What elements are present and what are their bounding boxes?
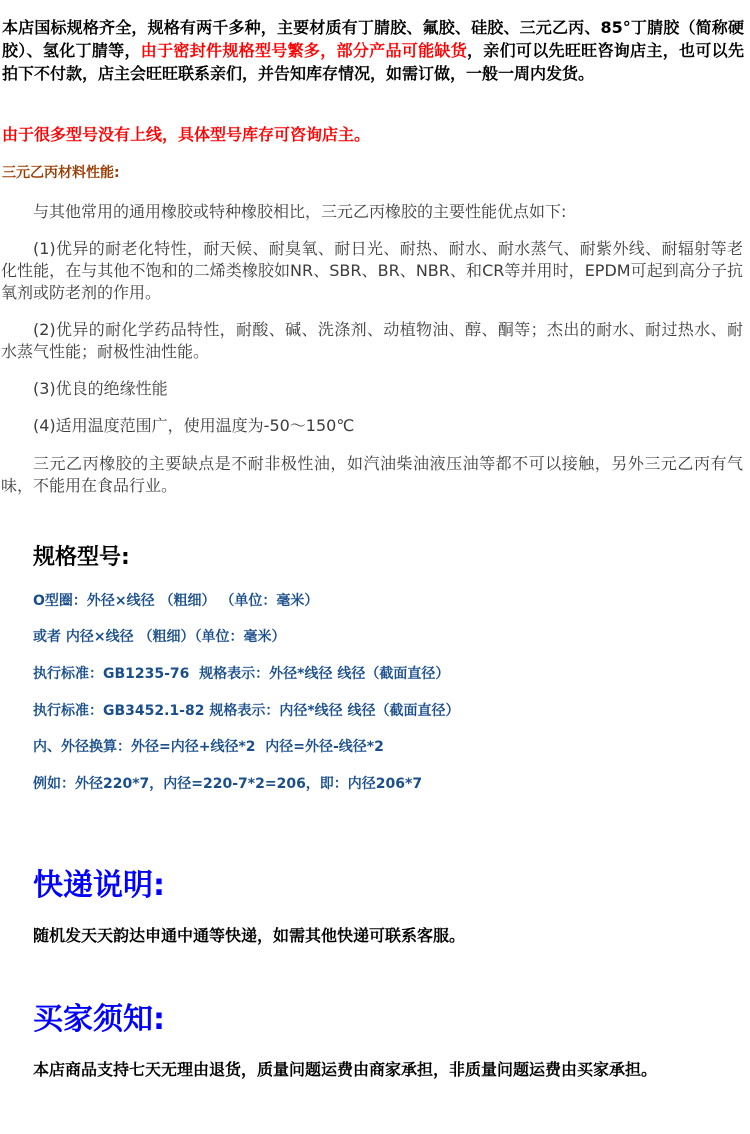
spec-line: 执行标准：GB3452.1-82 规格表示：内径*线径 线径（截面直径） [33,703,460,719]
spec-line: O型圈：外径×线径 （粗细） （单位：毫米） [33,593,319,609]
intro-text-1: 本店国标规格齐全，规格有两千多种，主要材质有丁腈胶、氟胶、硅胶、三元乙丙、85°丁腈胶（简称硬胶）、氢化丁腈等， [2,18,744,60]
material-intro: 与其他常用的通用橡胶或特种橡胶相比，三元乙丙橡胶的主要性能优点如下: [33,202,567,221]
material-point-2: (2)优异的耐化学药品特性，耐酸、碱、洗涤剂、动植物油、醇、酮等；杰出的耐水、耐过热水、耐水蒸气性能；耐极性油性能。 [1,320,743,361]
material-point-3: (3)优良的绝缘性能 [33,379,168,398]
material-point-1: (1)优异的耐老化特性，耐天候、耐臭氧、耐日光、耐热、耐水、耐水蒸气、耐紫外线、耐辐射等老化性能，在与其他不饱和的二烯类橡胶如NR、SBR、BR、NBR、和CR等并用时，EPDM可起到高分子抗氧剂或防老剂的作用。 [1,239,743,302]
material-drawbacks: 三元乙丙橡胶的主要缺点是不耐非极性油，如汽油柴油液压油等都不可以接触，另外三元乙丙有气味，不能用在食品行业。 [1,454,743,495]
shipping-text: 随机发天天韵达申通中通等快递，如需其他快递可联系客服。 [33,926,466,945]
buyer-notice-title: 买家须知: [33,1002,165,1037]
shipping-title: 快递说明: [33,868,165,903]
spec-line: 或者 内径×线径 （粗细）（单位：毫米） [33,629,286,645]
intro-text-2: ，亲们可以先旺旺咨询店主，也可以先拍下不付款，店主会旺旺联系亲们，并告知库存情况，如需订做，一般一周内发货。 [2,41,744,83]
intro-paragraph [2,16,744,85]
spec-line: 例如：外径220*7，内径=220-7*2=206，即：内径206*7 [33,776,423,792]
spec-line: 执行标准：GB1235-76 规格表示：外径*线径 线径（截面直径） [33,666,450,682]
material-point-4: (4)适用温度范围广，使用温度为-50～150℃ [33,416,355,435]
spec-line: 内、外径换算：外径=内径+线径*2 内径=外径-线径*2 [33,739,384,755]
stock-notice: 由于很多型号没有上线，具体型号库存可咨询店主。 [2,125,371,144]
material-section-title: 三元乙丙材料性能: [2,165,120,181]
intro-stock-warning: 由于密封件规格型号繁多，部分产品可能缺货 [140,41,467,60]
specs-title: 规格型号: [33,545,130,570]
buyer-notice-text: 本店商品支持七天无理由退货，质量问题运费由商家承担，非质量问题运费由买家承担。 [33,1060,658,1079]
